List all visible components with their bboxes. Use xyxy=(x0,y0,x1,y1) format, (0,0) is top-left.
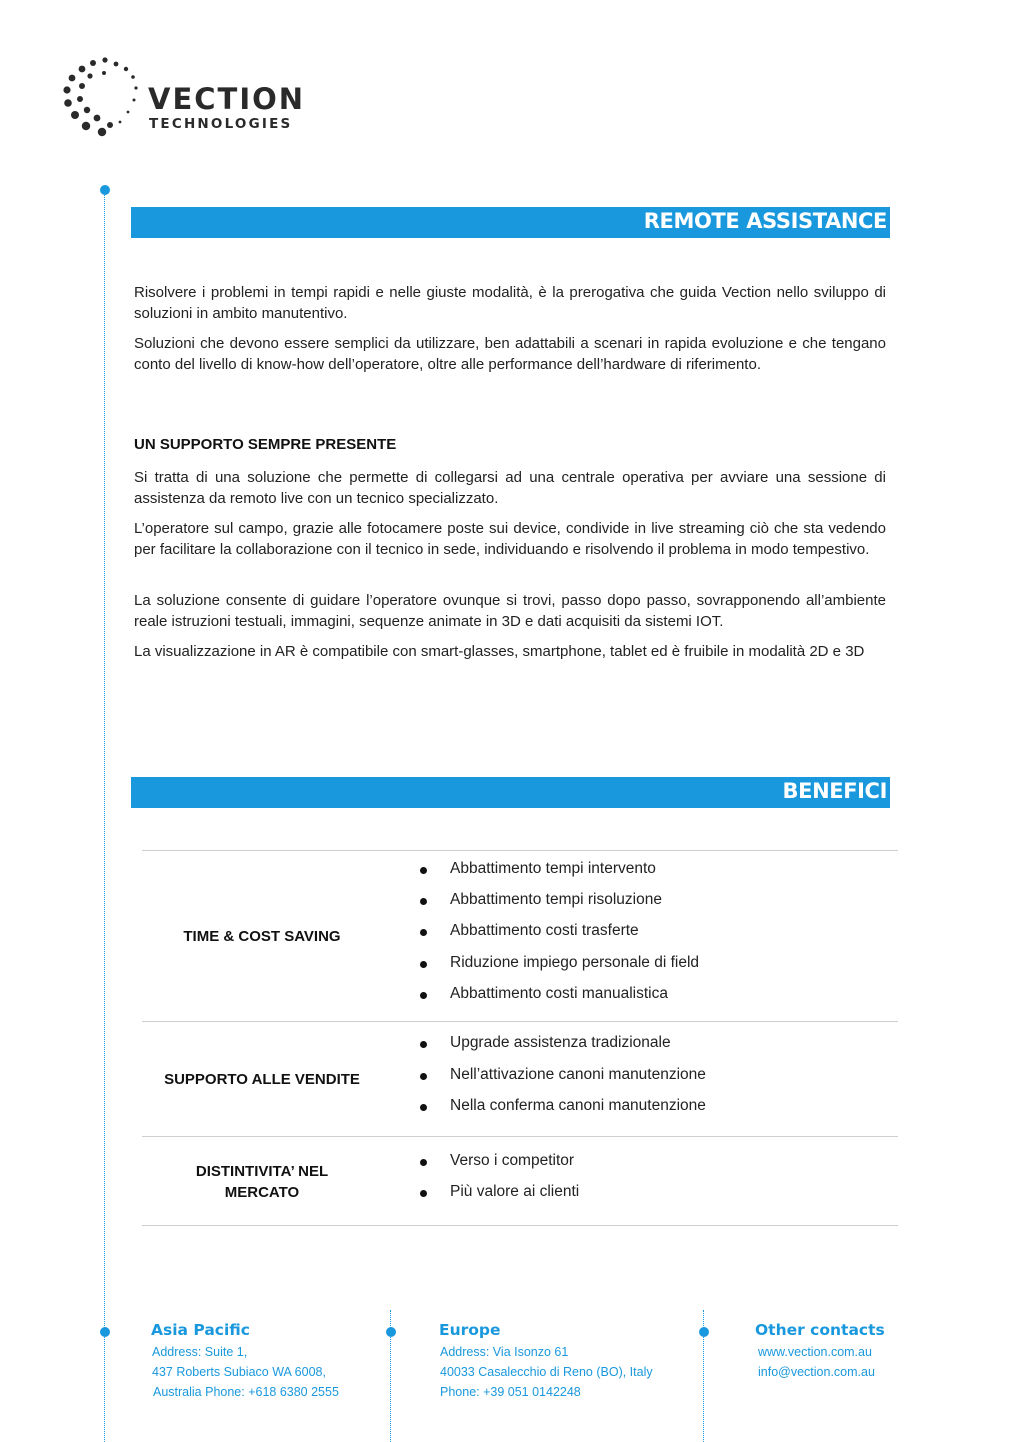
bullet-icon xyxy=(420,992,427,999)
body-paragraph: La visualizzazione in AR è compatibile con smart-glasses, smartphone, tablet ed è fruibile in modalità 2D e 3D xyxy=(134,643,865,660)
bullet-icon xyxy=(420,1104,427,1111)
timeline-line-middle xyxy=(390,1310,391,1442)
footer-phone-line: Australia Phone: +618 6380 2555 xyxy=(153,1385,339,1399)
benefit-row-label-line: MERCATO xyxy=(224,1184,300,1201)
table-divider xyxy=(142,1136,898,1137)
logo-subtitle: TECHNOLOGIES xyxy=(149,116,293,132)
logo-wordmark: VECTION xyxy=(148,82,306,116)
footer-address-line: 40033 Casalecchio di Reno (BO), Italy xyxy=(440,1365,653,1379)
section-title: BENEFICI xyxy=(782,779,887,803)
body-paragraph: L’operatore sul campo, grazie alle fotocamere poste sui device, condivide in live streaming ciò che sta vedendo per facilitare la collaborazione con il tecnico in sede, individuando e risolvendo il problema in modo tempestivo. xyxy=(134,520,886,558)
bullet-icon xyxy=(420,1041,427,1048)
benefit-row-label: TIME & COST SAVING xyxy=(183,928,341,945)
section-banner-benefici xyxy=(131,777,890,808)
footer-address-line: Address: Suite 1, xyxy=(152,1345,248,1359)
bullet-icon xyxy=(420,929,427,936)
benefit-row-label xyxy=(142,1161,382,1203)
footer-heading-other: Other contacts xyxy=(755,1321,885,1339)
timeline-dot-top xyxy=(100,185,110,195)
table-divider xyxy=(142,1021,898,1022)
footer-heading-europe: Europe xyxy=(439,1321,501,1339)
bullet-icon xyxy=(420,1159,427,1166)
timeline-dot-footer-middle xyxy=(386,1327,396,1337)
body-paragraph: Si tratta di una soluzione che permette di collegarsi ad una centrale operativa per avviare una sessione di assistenza da remoto live con un tecnico specializzato. xyxy=(134,469,886,507)
benefit-row-label: SUPPORTO ALLE VENDITE xyxy=(164,1071,360,1088)
footer-address-line: Address: Via Isonzo 61 xyxy=(440,1345,569,1359)
bullet-icon xyxy=(420,898,427,905)
footer-address-line: 437 Roberts Subiaco WA 6008, xyxy=(152,1365,326,1379)
section-title: REMOTE ASSISTANCE xyxy=(643,209,887,233)
intro-paragraph: Soluzioni che devono essere semplici da utilizzare, ben adattabili a scenari in rapida evoluzione e che tengano conto del livello di know-how dell’operatore, oltre alle performance dell’hardware di riferimento. xyxy=(134,335,886,373)
footer-website-link[interactable]: www.vection.com.au xyxy=(758,1345,872,1359)
table-divider xyxy=(142,1225,898,1226)
timeline-dot-footer-left xyxy=(100,1327,110,1337)
benefit-row-label-line: DISTINTIVITA’ NEL xyxy=(195,1163,329,1180)
footer-heading-asia: Asia Pacific xyxy=(151,1321,250,1339)
timeline-line-right xyxy=(703,1310,704,1442)
footer-phone-line: Phone: +39 051 0142248 xyxy=(440,1385,581,1399)
bullet-icon xyxy=(420,1190,427,1197)
section-banner-remote-assistance xyxy=(131,207,890,238)
bullet-icon xyxy=(420,1073,427,1080)
subheading: UN SUPPORTO SEMPRE PRESENTE xyxy=(134,436,397,453)
bullet-icon xyxy=(420,867,427,874)
body-paragraph: La soluzione consente di guidare l’operatore ovunque si trovi, passo dopo passo, sovrapponendo all’ambiente reale istruzioni testuali, immagini, sequenze animate in 3D e dati acquisiti da sistemi IOT. xyxy=(134,592,886,630)
footer-email-link[interactable]: info@vection.com.au xyxy=(758,1365,875,1379)
timeline-line-left xyxy=(104,195,105,1442)
intro-paragraph: Risolvere i problemi in tempi rapidi e nelle giuste modalità, è la prerogativa che guida Vection nello sviluppo di soluzioni in ambito manutentivo. xyxy=(134,284,886,322)
bullet-icon xyxy=(420,961,427,968)
timeline-dot-footer-right xyxy=(699,1327,709,1337)
table-divider xyxy=(142,850,898,851)
